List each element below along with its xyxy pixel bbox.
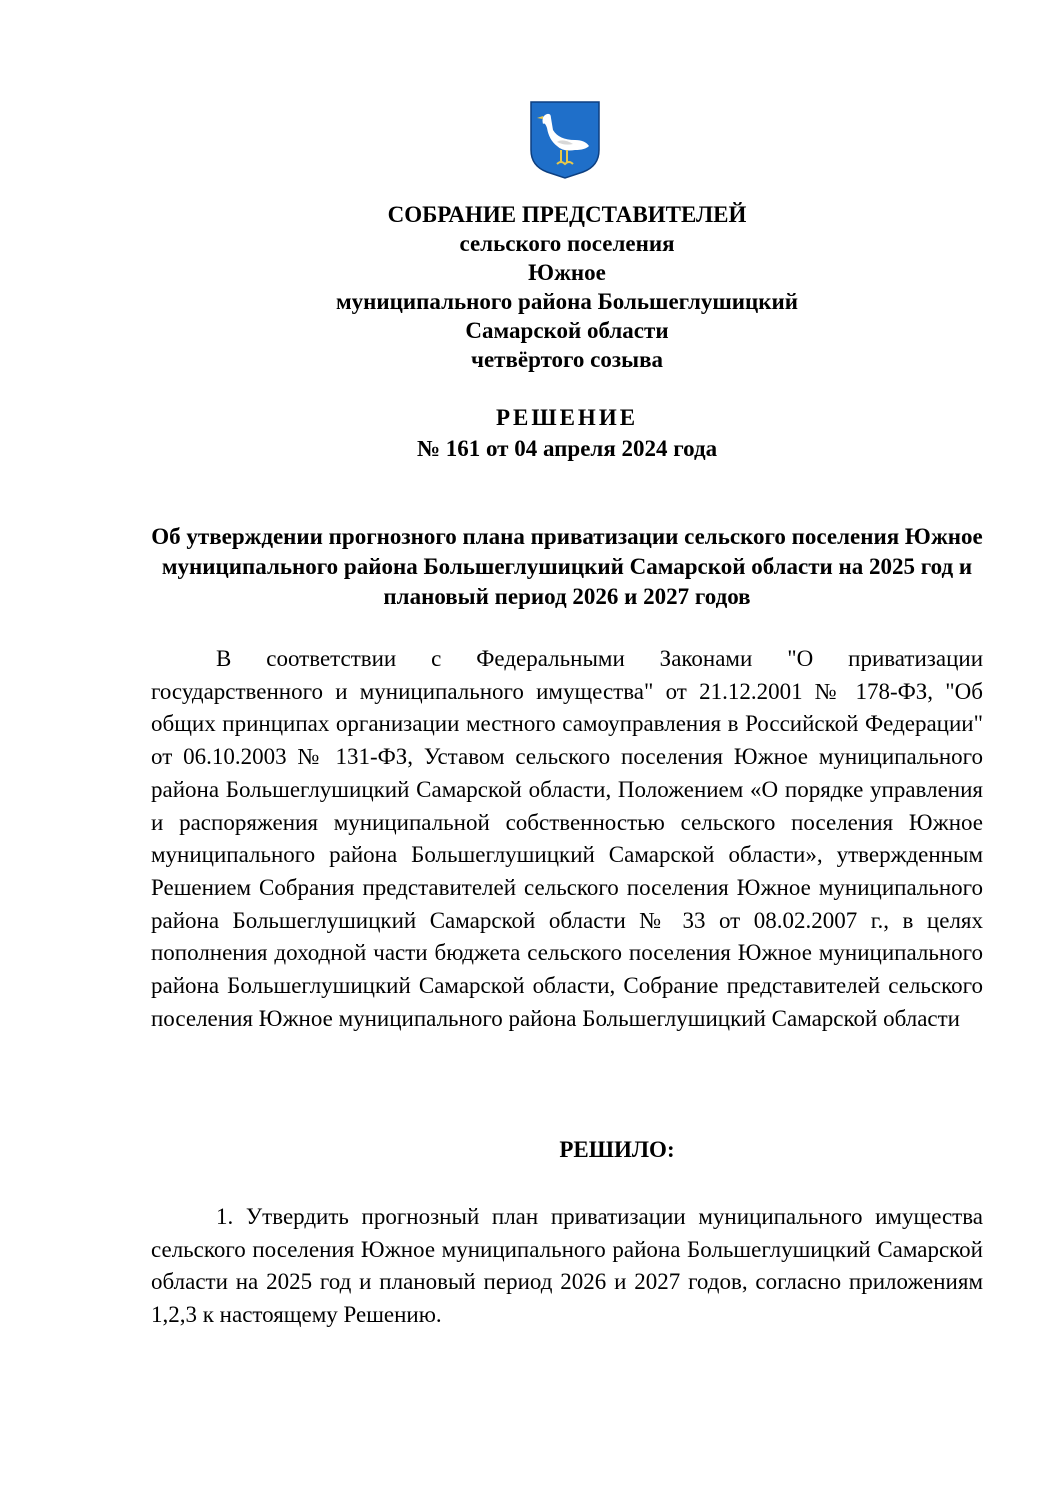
header-line-6: четвёртого созыва (470, 347, 664, 372)
header-line-1: СОБРАНИЕ ПРЕДСТАВИТЕЛЕЙ (387, 202, 747, 227)
issuing-body-header (100, 200, 1034, 374)
decision-title: РЕШЕНИЕ (495, 405, 639, 430)
header-line-3: Южное (528, 260, 606, 285)
coat-of-arms-icon (529, 100, 601, 180)
decision-subject: Об утверждении прогнозного плана приватизации сельского поселения Южное муниципального района Большеглушицкий Самарской области на 2025 год и плановый период 2026 и 2027 годов (151, 524, 983, 609)
header-line-4: муниципального района Большеглушицкий (335, 289, 799, 314)
resolution-item-1: 1. Утвердить прогнозный план приватизации муниципального имущества сельского поселения Южное муниципального района Большеглушицкий Самарской области на 2025 год и плановый период 2026 и 2027 годов, согласно приложениям 1,2,3 к настоящему Решению. (151, 1204, 983, 1328)
decision-heading (100, 402, 1034, 464)
header-line-5: Самарской области (465, 318, 669, 343)
header-line-2: сельского поселения (459, 231, 675, 256)
resolved-heading: РЕШИЛО: (559, 1137, 675, 1162)
preamble-paragraph: В соответствии с Федеральными Законами "О приватизации государственного и муниципального имущества" от 21.12.2001 № 178-ФЗ, "Об общих принципах организации местного самоуправления в Российской Федерации" от 06.10.2003 № 131-ФЗ, Уставом сельского поселения Южное муниципального района Большеглушицкий Самарской области, Положением «О порядке управления и распоряжения муниципальной собственностью сельского поселения Южное муниципального района Большеглушицкий Самарской области», утвержденным Решением Собрания представителей сельского поселения Южное муниципального района Большеглушицкий Самарской области № 33 от 08.02.2007 г., в целях пополнения доходной части бюджета сельского поселения Южное муниципального района Большеглушицкий Самарской области, Собрание представителей сельского поселения Южное муниципального района Большеглушицкий Самарской области (151, 646, 983, 1031)
decision-number-date: № 161 от 04 апреля 2024 года (416, 436, 718, 461)
